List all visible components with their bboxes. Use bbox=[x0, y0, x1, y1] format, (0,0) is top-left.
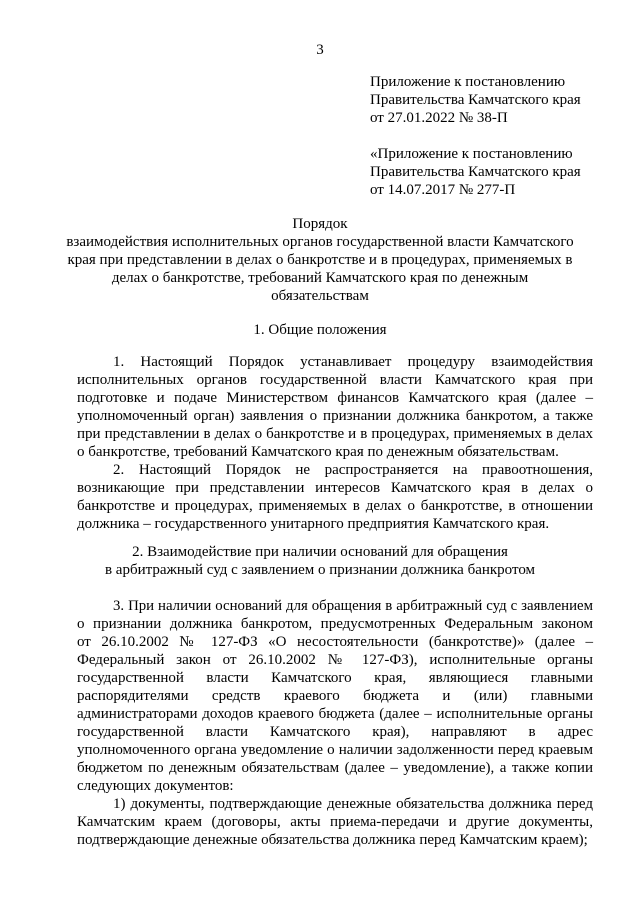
paragraph-line: при представлении в делах о банкротстве и в процедурах, применяемых в делах bbox=[77, 426, 593, 442]
paragraph-line: банкротстве и процедурах, применяемых в делах о банкротстве, в отношении bbox=[77, 498, 593, 514]
section-1-body bbox=[77, 353, 593, 533]
paragraph-line: Федеральный закон от 26.10.2002 № 127-ФЗ), исполнительные органы bbox=[77, 652, 593, 668]
paragraph-line: уполномоченного органа уведомление о наличии задолженности перед краевым bbox=[77, 742, 593, 758]
paragraph-line: должника – государственного унитарного предприятия Камчатского края. bbox=[77, 516, 550, 532]
heading-line: 2. Взаимодействие при наличии оснований для обращения bbox=[132, 544, 508, 560]
paragraph-line: подтверждающие денежные обязательства должника перед Камчатским краем); bbox=[77, 832, 588, 848]
paragraph-line: подготовке и подаче Министерством финансов Камчатского края (далее – bbox=[77, 390, 593, 406]
title-line: взаимодействия исполнительных органов государственной власти Камчатского bbox=[66, 234, 574, 250]
section-2-heading bbox=[40, 543, 600, 579]
heading-line: 1. Общие положения bbox=[253, 322, 387, 338]
section-2-body bbox=[77, 597, 593, 849]
paragraph-line: исполнительных органов государственной власти Камчатского края при bbox=[77, 372, 593, 388]
paragraph-line: от 26.10.2002 № 127-ФЗ «О несостоятельности (банкротстве)» (далее – bbox=[77, 634, 593, 650]
paragraph-line: государственной власти Камчатского края, являющиеся главными bbox=[77, 670, 593, 686]
paragraph-line: следующих документов: bbox=[77, 778, 234, 794]
appendix-line: «Приложение к постановлению bbox=[370, 146, 573, 162]
paragraph-line: 1) документы, подтверждающие денежные обязательства должника перед bbox=[113, 796, 593, 812]
paragraph-line: Камчатским краем (договоры, акты приема-передачи и другие документы, bbox=[77, 814, 593, 830]
appendix-line: Приложение к постановлению bbox=[370, 74, 566, 90]
paragraph-line: возникающие при представлении интересов Камчатского края в делах о bbox=[77, 480, 593, 496]
title-line: делах о банкротстве, требований Камчатского края по денежным bbox=[111, 270, 529, 286]
paragraph-line: о признании должника банкротом, предусмотренных Федеральным законом bbox=[77, 616, 593, 632]
paragraph-line: распорядителями средств краевого бюджета и (или) главными bbox=[77, 688, 593, 704]
document-title bbox=[40, 215, 600, 305]
paragraph-line: 1. Настоящий Порядок устанавливает процедуру взаимодействия bbox=[113, 354, 593, 370]
appendix-line: от 14.07.2017 № 277-П bbox=[370, 182, 516, 198]
paragraph-line: уполномоченный орган) заявления о признании должника банкротом, а также bbox=[77, 408, 593, 424]
paragraph-line: государственной власти Камчатского края), направляют в адрес bbox=[77, 724, 593, 740]
paragraph-line: администраторами доходов краевого бюджета (далее – исполнительные органы bbox=[77, 706, 593, 722]
appendix-block-current bbox=[370, 73, 620, 127]
section-1-heading bbox=[40, 321, 600, 339]
title-line: Порядок bbox=[292, 216, 348, 232]
title-line: края при представлении в делах о банкротстве и в процедурах, применяемых в bbox=[67, 252, 573, 268]
title-line: обязательствам bbox=[271, 288, 369, 304]
appendix-block-original bbox=[370, 145, 620, 199]
paragraph-line: 2. Настоящий Порядок не распространяется на правоотношения, bbox=[113, 462, 593, 478]
appendix-line: Правительства Камчатского края bbox=[370, 164, 581, 180]
paragraph-line: бюджетом по денежным обязательствам (далее – уведомление), а также копии bbox=[77, 760, 593, 776]
heading-line: в арбитражный суд с заявлением о признании должника банкротом bbox=[104, 562, 536, 578]
paragraph-line: 3. При наличии оснований для обращения в арбитражный суд с заявлением bbox=[113, 598, 593, 614]
paragraph-line: о банкротстве, требований Камчатского края по денежным обязательствам. bbox=[77, 444, 559, 460]
appendix-line: от 27.01.2022 № 38-П bbox=[370, 110, 508, 126]
appendix-line: Правительства Камчатского края bbox=[370, 92, 581, 108]
page-number: 3 bbox=[316, 42, 324, 58]
